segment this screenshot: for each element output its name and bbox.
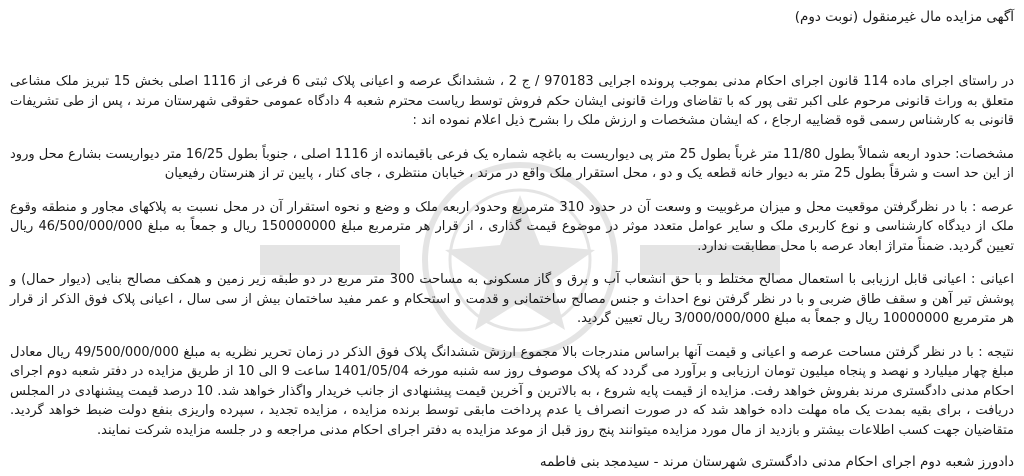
notice-title: آگهی مزایده مال غیرمنقول (نوبت دوم) (794, 9, 1014, 25)
land-paragraph: عرصه : با در نظرگرفتن موقعیت محل و میزان مرغوبیت و وسعت آن در حدود 310 مترمربع وحدود اربعه ملک و وضع و نحوه استقرار آن در محل نسبت به پلاکهای مجاور و منطقه وقوع ملک از دیدگاه کارشناسی و نوع کاربری ملک و سایر عوامل متعدد موثر در موضوع قیمت گذاری ، از قرار هر مترمربع مبلغ 150000000 ریال و جمعاً به مبلغ 46/500/000/000 ریال تعیین گردید. ضمناً متراژ ابعاد عرصه با محل مطابقت ندارد. (10, 199, 1014, 254)
building-paragraph: اعیانی : اعیانی قابل ارزیابی با استعمال مصالح مختلط و با حق انشعاب آب و برق و گاز مسکونی به مساحت 300 متر مربع در دو طبقه زیر زمین و همکف مصالح بنایی (دیوار حمال) و پوشش تیر آهن و سقف طاق ضربی و با در نظر گرفتن نوع احداث و جنس مصالح ساختمانی و قدمت و استحکام و عمر مفید ساختمان بیش از سی سال ، اعیانی پلاک فوق الذکر از قرار هر مترمربع 10000000 ریال و جمعاً به مبلغ 3/000/000/000 ریال تعیین گردید. (10, 272, 1014, 326)
intro-paragraph: در راستای اجرای ماده 114 قانون اجرای احکام مدنی بموجب پرونده اجرایی 970183 / ج 2 ، ششدانگ عرصه و اعیانی پلاک ثبتی 6 فرعی از 1116 اصلی بخش 15 تبریز ملک مشاعی متعلق به وراث قانونی مرحوم علی اکبر تقی پور که با تقاضای وراث قانونی ایشان حکم فروش توسط ریاست محترم شعبه 4 دادگاه عمومی حقوقی شهرستان مرند ، پس از طی تشریفات قانونی به کارشناس رسمی قوه قضاییه ارجاع ، که ایشان مشخصات و ارزش ملک را بشرح ذیل اعلام نموده اند : (10, 74, 1014, 128)
specifications-paragraph: مشخصات: حدود اربعه شمالاً بطول 11/80 متر غرباً بطول 25 متر پی دیواریست به باغچه شماره یک فرعی باقیمانده از 1116 اصلی ، جنوباً بطول 16/25 متر دیواریست بشارع محل ورود از این حد است و شرقاً بطول 25 متر به دیوار خانه قطعه یک و دو ، محل استقرار ملک واقع در مرند ، خیابان منتظری ، جای کنار ، پایین تر از هنرستان رفیعیان (10, 146, 1014, 181)
result-paragraph: نتیجه : با در نظر گرفتن مساحت عرصه و اعیانی و قیمت آنها براساس مندرجات بالا مجموع ارزش ششدانگ پلاک فوق الذکر در زمان تحریر نظریه به مبلغ 49/500/000/000 ریال معادل مبلغ چهار میلیارد و نهصد و پنجاه میلیون تومان ارزیابی و برآورد می گردد که پلاک موصوف روز سه شنبه مورخه 1401/05/04 ساعت 9 الی 10 از طریق مزایده در دفتر شعبه دوم اجرای احکام مدنی دادگستری مرند بفروش خواهد رفت. مزایده از قیمت پایه شروع ، به بالاترین و آخرین قیمت پیشنهادی از جانب خریدار واگذار خواهد شد. 10 درصد قیمت پیشنهادی در المجلس دریافت ، برای بقیه بمدت یک ماه مهلت داده خواهد شد که در صورت انصراف یا عدم پرداخت مابقی توسط برنده مزایده ، مزایده تجدید ، سپرده واریزی بنفع دولت ضبط خواهد گردید. متقاضیان جهت کسب اطلاعات بیشتر و بازدید از مال مورد مزایده میتوانند پنج روز قبل از موعد مزایده به دفتر اجرای احکام مدنی مراجعه و در جلسه مزایده شرکت نمایند. (10, 344, 1015, 438)
signature-line: دادورز شعبه دوم اجرای احکام مدنی دادگستری شهرستان مرند - سیدمجد بنی فاطمه (539, 454, 1014, 470)
